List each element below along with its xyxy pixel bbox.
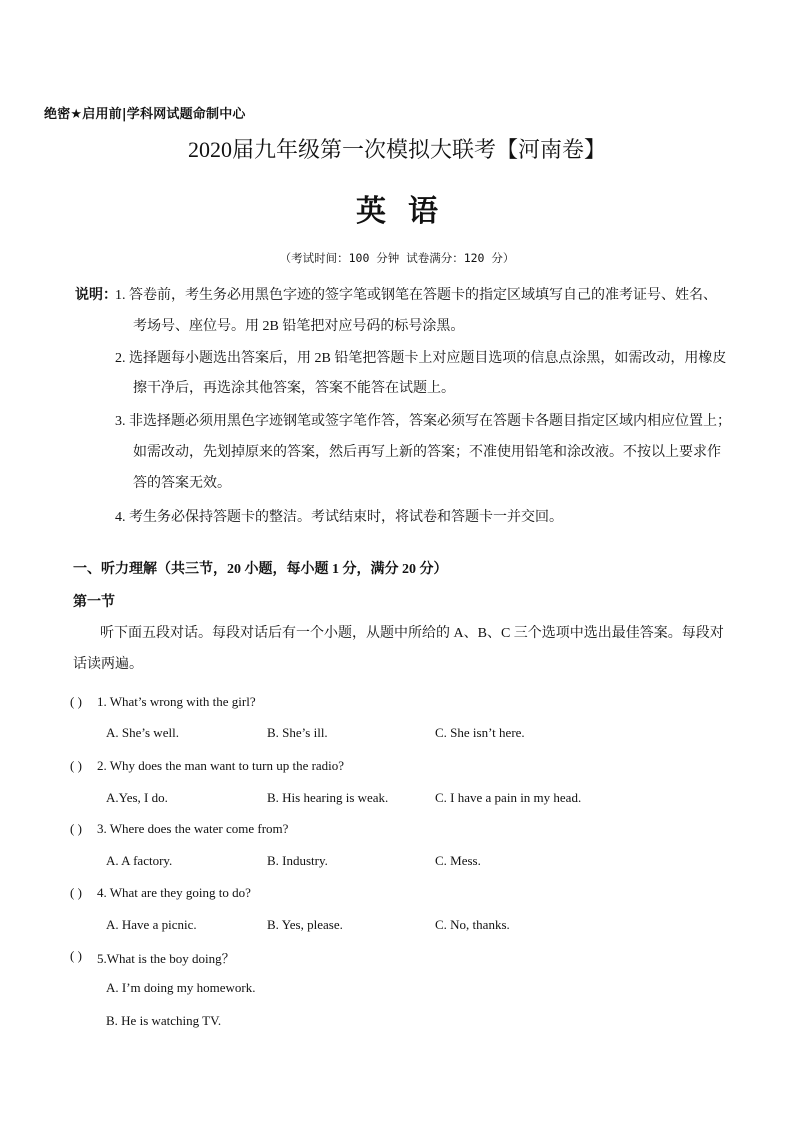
question-stem: 4. What are they going to do?	[97, 885, 251, 900]
exam-title: 2020届九年级第一次模拟大联考【河南卷】	[187, 137, 606, 162]
option-a: A. A factory.	[106, 853, 173, 868]
answer-paren: ( )	[70, 758, 82, 773]
section-title: 一、听力理解（共三节，20 小题，每小题 1 分，满分 20 分）	[73, 562, 448, 577]
answer-paren: ( )	[70, 694, 82, 709]
option-b: B. She’s ill.	[267, 725, 328, 740]
subject-title: 英语	[356, 195, 460, 228]
question-stem: 2. Why does the man want to turn up the radio?	[97, 758, 345, 773]
note-line: 3. 非选择题必须用黑色字迹钢笔或签字笔作答，答案必须写在答题卡各题目指定区域内相应位置上；	[115, 414, 731, 429]
section-instruction: 听下面五段对话。每段对话后有一个小题，从题中所给的 A、B、C 三个选项中选出最佳答案。每段对	[100, 626, 724, 641]
option-b: B. Industry.	[267, 853, 328, 868]
part-title: 第一节	[73, 595, 115, 610]
note-line: 擦干净后，再选涂其他答案，答案不能答在试题上。	[133, 381, 455, 396]
answer-paren: ( )	[70, 885, 82, 900]
option-b: B. He is watching TV.	[106, 1013, 222, 1028]
option-a: A. I’m doing my homework.	[106, 980, 256, 995]
notes-label: 说明：	[75, 288, 117, 303]
note-line: 考场号、座位号。用 2B 铅笔把对应号码的标号涂黑。	[133, 319, 465, 334]
note-line: 1. 答卷前，考生务必用黑色字迹的签字笔或钢笔在答题卡的指定区域填写自己的准考证号、姓名、	[115, 288, 717, 303]
option-b: B. Yes, please.	[267, 917, 343, 932]
section-instruction: 话读两遍。	[73, 657, 143, 672]
note-line: 如需改动，先划掉原来的答案，然后再写上新的答案；不准使用铅笔和涂改液。不按以上要求作	[133, 445, 721, 460]
note-line: 4. 考生务必保持答题卡的整洁。考试结束时，将试卷和答题卡一并交回。	[115, 510, 563, 525]
secret-label: 绝密★启用前|学科网试题命制中心	[44, 107, 246, 122]
option-c: C. Mess.	[435, 853, 481, 868]
option-a: A. She’s well.	[106, 725, 179, 740]
note-line: 2. 选择题每小题选出答案后，用 2B 铅笔把答题卡上对应题目选项的信息点涂黑，如需改动，用橡皮	[115, 351, 727, 366]
answer-paren: ( )	[70, 948, 82, 963]
question-stem: 5.What is the boy doing？	[97, 951, 235, 966]
question-stem: 3. Where does the water come from?	[97, 821, 289, 836]
option-c: C. No, thanks.	[435, 917, 510, 932]
option-a: A. Have a picnic.	[106, 917, 197, 932]
option-b: B. His hearing is weak.	[267, 790, 389, 805]
option-c: C. I have a pain in my head.	[435, 790, 582, 805]
option-a: A.Yes, I do.	[106, 790, 168, 805]
time-info: （考试时间：100 分钟 试卷满分：120 分）	[279, 251, 515, 265]
question-stem: 1. What’s wrong with the girl?	[97, 694, 256, 709]
answer-paren: ( )	[70, 821, 82, 836]
note-line: 答的答案无效。	[133, 476, 231, 491]
option-c: C. She isn’t here.	[435, 725, 525, 740]
